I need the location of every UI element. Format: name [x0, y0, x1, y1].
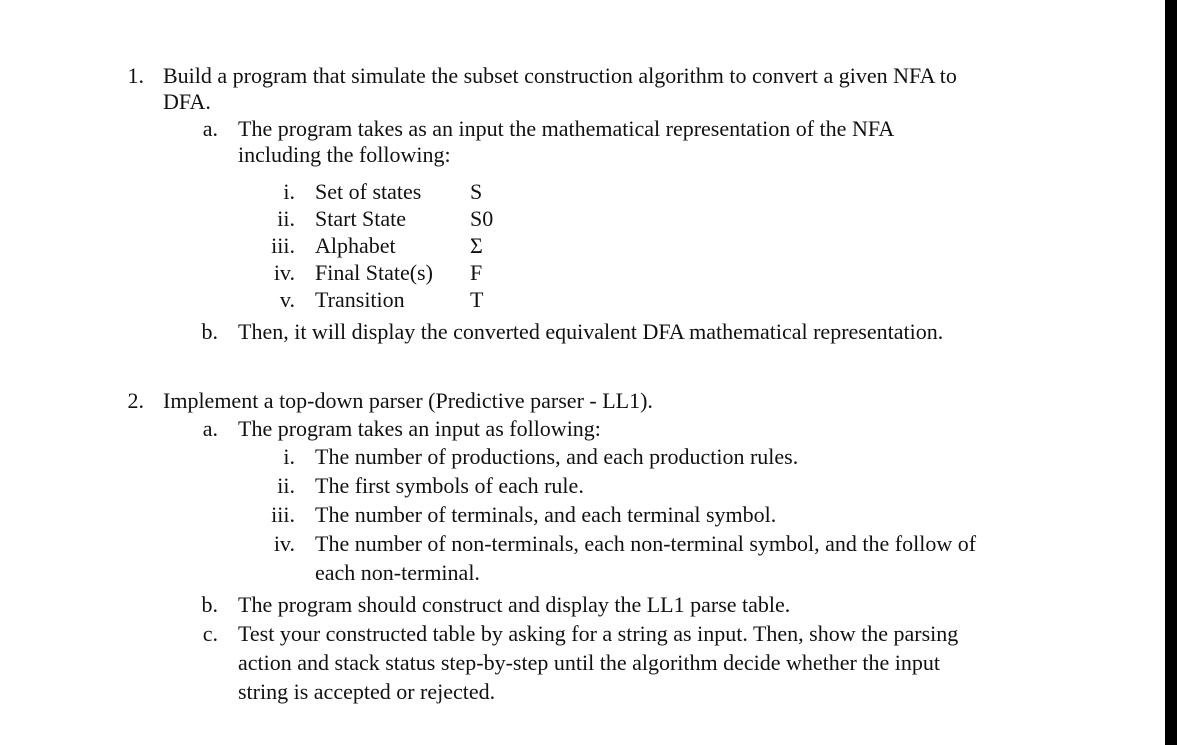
task-1a-iv-label: Final State(s) — [315, 260, 433, 285]
task-2a-ii-marker: ii. — [277, 473, 295, 498]
window-edge-bar — [1165, 0, 1177, 745]
task-1a-ii-symbol: S0 — [470, 206, 494, 231]
task-1a-iii-symbol: Σ — [470, 233, 483, 258]
task-1a-ii-marker: ii. — [277, 206, 295, 231]
task-1a-iii-label: Alphabet — [315, 233, 396, 258]
task-1a-iv-symbol: F — [470, 260, 483, 285]
task-1-text: Build a program that simulate the subset construction algorithm to convert a given NFA to — [163, 63, 957, 88]
task-2-marker: 2. — [127, 388, 144, 413]
task-2a-iv-text: The number of non-terminals, each non-terminal symbol, and the follow of — [315, 531, 977, 556]
task-1a-i-label: Set of states — [315, 179, 422, 204]
task-2a-iv-marker: iv. — [273, 531, 295, 556]
task-2c-marker: c. — [202, 621, 218, 646]
task-1a-v-label: Transition — [315, 287, 405, 312]
task-2c-text: Test your constructed table by asking for a string as input. Then, show the parsing — [238, 621, 959, 646]
task-1a-v-marker: v. — [279, 287, 295, 312]
task-1a-marker: a. — [202, 116, 218, 141]
task-2a-iii-text: The number of terminals, and each terminal symbol. — [315, 502, 777, 527]
task-2c-text-cont2: string is accepted or rejected. — [238, 679, 496, 704]
task-1a-iv-marker: iv. — [273, 260, 295, 285]
task-1a-text: The program takes as an input the mathematical representation of the NFA — [238, 116, 895, 141]
task-1a-v-symbol: T — [470, 287, 484, 312]
task-2a-iv-text-cont: each non-terminal. — [315, 560, 480, 585]
task-1b-marker: b. — [201, 319, 218, 344]
task-2c-text-cont1: action and stack status step-by-step until the algorithm decide whether the input — [238, 650, 940, 675]
task-1b-text: Then, it will display the converted equivalent DFA mathematical representation. — [238, 319, 944, 344]
task-2a-ii-text: The first symbols of each rule. — [315, 473, 584, 498]
task-2b-marker: b. — [201, 592, 218, 617]
task-1a-i-marker: i. — [283, 179, 295, 204]
task-1a-i-symbol: S — [470, 179, 483, 204]
task-2a-i-marker: i. — [283, 444, 295, 469]
task-1-marker: 1. — [127, 63, 144, 88]
task-1a-iii-marker: iii. — [271, 233, 295, 258]
task-2a-marker: a. — [202, 416, 218, 441]
task-1a-text-cont: including the following: — [238, 142, 451, 167]
task-2a-i-text: The number of productions, and each production rules. — [315, 444, 799, 469]
task-2a-text: The program takes an input as following: — [238, 416, 601, 441]
task-2-text: Implement a top-down parser (Predictive parser - LL1). — [163, 388, 653, 413]
task-1-text-cont: DFA. — [163, 89, 211, 114]
task-1a-ii-label: Start State — [315, 206, 407, 231]
task-2b-text: The program should construct and display the LL1 parse table. — [238, 592, 791, 617]
task-2a-iii-marker: iii. — [271, 502, 295, 527]
